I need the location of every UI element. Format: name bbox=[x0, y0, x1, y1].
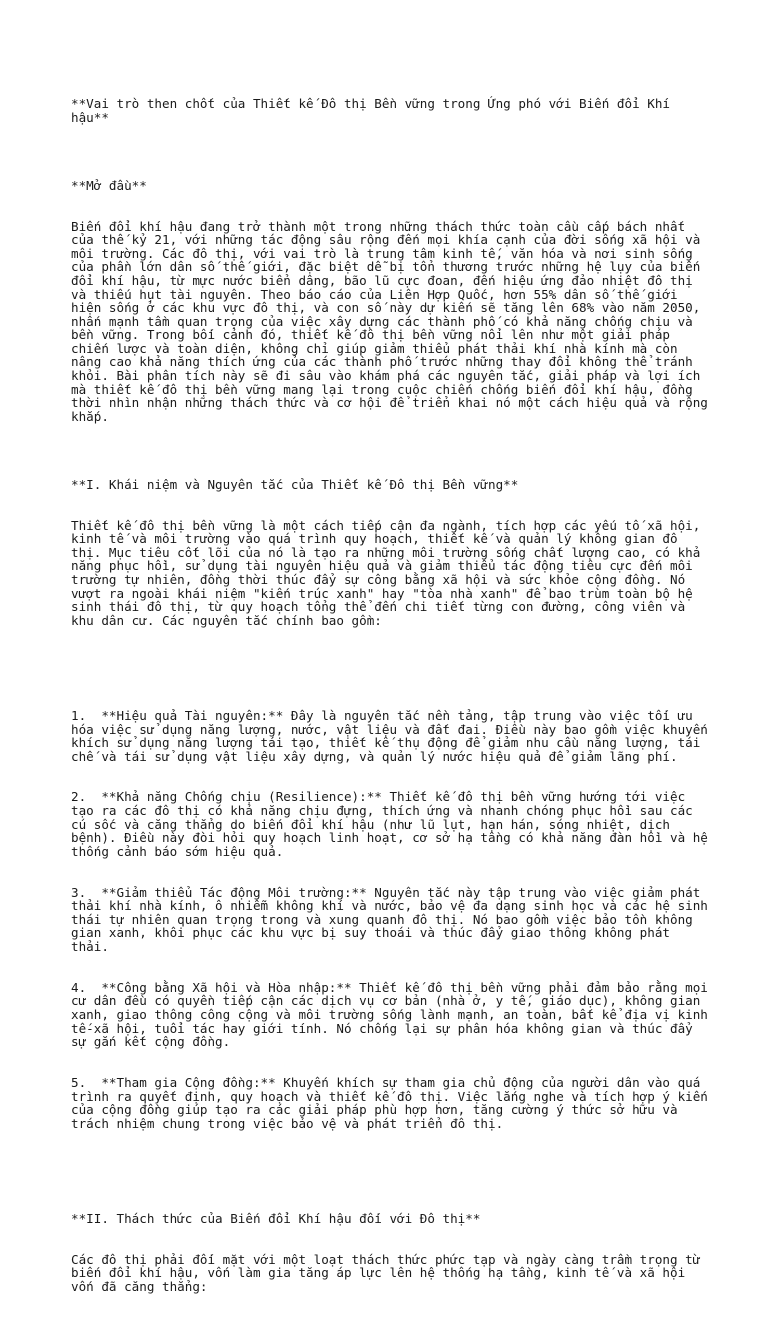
list-item-resource-efficiency: 1. **Hiệu quả Tài nguyên:** Đây là nguyên tắc nền tảng, tập trung vào việc tối ưu hóa việc sử dụng năng lượng, nước, vật liệu và đất đai. Điều này bao gồm việc khuyến khích sử dụng năng lượng tái tạo, thiết kế thụ động để giảm nhu cầu năng lượng, tái chế và tái sử dụng vật liệu xây dựng, và quản lý nước hiệu quả để giảm lãng phí. bbox=[71, 707, 716, 764]
section1-heading: **I. Khái niệm và Nguyên tắc của Thiết kế Đô thị Bền vững** bbox=[71, 476, 519, 492]
document-title: **Vai trò then chốt của Thiết kế Đô thị Bền vững trong Ứng phó với Biến đổi Khí hậu** bbox=[71, 96, 678, 125]
intro-paragraph: Biến đổi khí hậu đang trở thành một trong những thách thức toàn cầu cấp bách nhất của thế kỷ 21, với những tác động sâu rộng đến mọi khía cạnh của đời sống xã hội và môi trường. Các đô thị, với vai trò là trung tâm kinh tế, văn hóa và nơi sinh sống của phần lớn dân số thế giới, đặc biệt dễ bị tổn thương trước những hệ lụy của biến đổi khí hậu, từ mực nước biển dâng, bão lũ cực đoan, đến hiệu ứng đảo nhiệt đô thị và thiếu hụt tài nguyên. Theo báo cáo của Liên Hợp Quốc, hơn 55% dân số thế giới hiện sống ở các khu vực đô thị, và con số này dự kiến sẽ tăng lên 68% vào năm 2050, nhấn mạnh tầm quan trọng của việc xây dựng các thành phố có khả năng chống chịu và bền vững. Trong bối cảnh đó, thiết kế đô thị bền vững nổi lên như một giải pháp chiến lược và toàn diện, không chỉ giúp giảm thiểu phát thải khí nhà kính mà còn nâng cao khả năng thích ứng của các thành phố trước những thay đổi không thể tránh khỏi. Bài phân tích này sẽ đi sâu vào khám phá các nguyên tắc, giải pháp và lợi ích mà thiết kế đô thị bền vững mang lại trong cuộc chiến chống biến đổi khí hậu, đồng thời nhìn nhận những thách thức và cơ hội để triển khai nó một cách hiệu quả và rộng khắp. bbox=[71, 218, 716, 424]
list-item-environmental-impact: 3. **Giảm thiểu Tác động Môi trường:** Nguyên tắc này tập trung vào việc giảm phát thải khí nhà kính, ô nhiễm không khí và nước, bảo vệ đa dạng sinh học và các hệ sinh thái tự nhiên quan trọng trong và xung quanh đô thị. Nó bao gồm việc bảo tồn không gian xanh, khôi phục các khu vực bị suy thoái và thúc đẩy giao thông không phát thải. bbox=[71, 884, 716, 954]
list-item-social-equity: 4. **Công bằng Xã hội và Hòa nhập:** Thiết kế đô thị bền vững phải đảm bảo rằng mọi cư dân đều có quyền tiếp cận các dịch vụ cơ bản (nhà ở, y tế, giáo dục), không gian xanh, giao thông công cộng và môi trường sống lành mạnh, an toàn, bất kể địa vị kinh tế-xã hội, tuổi tác hay giới tính. Nó chống lại sự phân hóa không gian và thúc đẩy sự gắn kết cộng đồng. bbox=[71, 979, 716, 1050]
list-item-resilience: 2. **Khả năng Chống chịu (Resilience):** Thiết kế đô thị bền vững hướng tới việc tạo ra các đô thị có khả năng chịu đựng, thích ứng và nhanh chóng phục hồi sau các cú sốc và căng thẳng do biến đổi khí hậu (như lũ lụt, hạn hán, sóng nhiệt, dịch bệnh). Điều này đòi hỏi quy hoạch linh hoạt, cơ sở hạ tầng có khả năng đàn hồi và hệ thống cảnh báo sớm hiệu quả. bbox=[71, 789, 716, 859]
list-item-community-participation: 5. **Tham gia Cộng đồng:** Khuyến khích sự tham gia chủ động của người dân vào quá trình ra quyết định, quy hoạch và thiết kế đô thị. Việc lắng nghe và tích hợp ý kiến của cộng đồng giúp tạo ra các giải pháp phù hợp hơn, tăng cường ý thức sở hữu và trách nhiệm chung trong việc bảo vệ và phát triển đô thị. bbox=[71, 1074, 716, 1131]
section2-paragraph: Các đô thị phải đối mặt với một loạt thách thức phức tạp và ngày càng trầm trọng từ biến đổi khí hậu, vốn làm gia tăng áp lực lên hệ thống hạ tầng, kinh tế và xã hội vốn đã căng thẳng: bbox=[71, 1251, 708, 1294]
intro-heading: **Mở đầu** bbox=[71, 177, 147, 193]
document-page bbox=[71, 70, 716, 1321]
section2-heading: **II. Thách thức của Biến đổi Khí hậu đối với Đô thị** bbox=[71, 1210, 481, 1226]
section1-paragraph: Thiết kế đô thị bền vững là một cách tiếp cận đa ngành, tích hợp các yếu tố xã hội, kinh tế và môi trường vào quá trình quy hoạch, thiết kế và quản lý không gian đô thị. Mục tiêu cốt lõi của nó là tạo ra những môi trường sống chất lượng cao, có khả năng phục hồi, sử dụng tài nguyên hiệu quả và giảm thiểu tác động tiêu cực đến môi trường tự nhiên, đồng thời thúc đẩy sự công bằng xã hội và sức khỏe cộng đồng. Nó vượt ra ngoài khái niệm "kiến trúc xanh" hay "tòa nhà xanh" để bao trùm toàn bộ hệ sinh thái đô thị, từ quy hoạch tổng thể đến chi tiết từng con đường, công viên và khu dân cư. Các nguyên tắc chính bao gồm: bbox=[71, 517, 708, 628]
principles-list bbox=[71, 682, 716, 1158]
